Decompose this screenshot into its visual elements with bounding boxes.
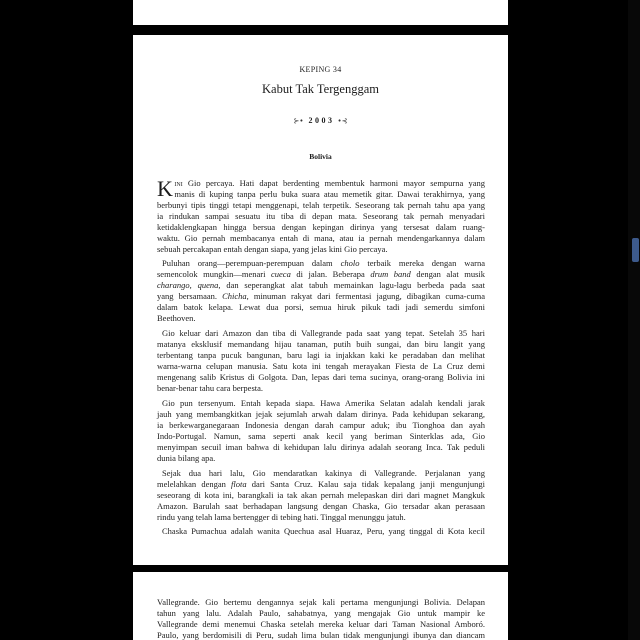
text-line xyxy=(157,372,485,383)
text-run: berbunyi tipis tinggi tetapi menggenapi, telah terpetik. Seseorang tak pernah tahu apa yang xyxy=(157,199,485,210)
text-line xyxy=(157,361,485,372)
page-body-text xyxy=(157,597,485,640)
drop-cap: K xyxy=(157,175,173,201)
paragraph xyxy=(157,597,485,640)
paragraph xyxy=(157,175,485,255)
text-line xyxy=(157,468,485,479)
text-run: yang bersamaan. xyxy=(157,291,223,302)
text-line xyxy=(157,479,485,490)
text-run: Puluhan orang—perempuan-perempuan dalam xyxy=(162,258,341,269)
text-line xyxy=(157,608,485,619)
text-line xyxy=(157,383,485,394)
text-run: , minuman rakyat dari fermentasi jagung, dibagikan cuma-cuma xyxy=(246,291,485,302)
chapter-title: Kabut Tak Tergenggam xyxy=(262,82,379,96)
text-run: jauh yang membangkitkan jejak sejumlah arwah dalam dirinya. Pada kehidupan sekarang, xyxy=(157,408,485,419)
text-run: Gio pun tersenyum. Entah kepada siapa. Hawa Amerika Selatan adalah kendali jarak xyxy=(162,397,485,408)
italic-term: Chicha xyxy=(222,291,247,302)
text-run: Amazon. Barulah saat berhadapan langsung dengan Chaska, Gio tersadar akan perasaan xyxy=(157,500,485,511)
paragraph xyxy=(157,526,485,537)
text-run: dari Santa Cruz. Kalau saja tidak kepalang janji mengunjungi xyxy=(246,478,485,489)
text-line xyxy=(157,211,485,222)
page-body-text xyxy=(157,175,485,538)
text-line xyxy=(157,269,485,280)
text-line xyxy=(157,597,485,608)
text-line xyxy=(157,409,485,420)
text-run: mengenang salib Kristus di Golgota. Dan, lepas dari tema sucinya, orang-orang Bolivia ini xyxy=(157,372,485,383)
text-run: terbaik mereka dengan warna xyxy=(359,258,485,269)
text-run: di jalan. Beberapa xyxy=(290,269,371,280)
chapter-year: 2003 xyxy=(308,116,335,125)
text-run: matanya eksklusif memandang hijau tanaman, putih buih sungai, dan biru langit yang xyxy=(157,339,485,350)
text-line xyxy=(157,178,485,189)
text-run: seseorang di kota ini, barangkali ia tak akan pernah melepaskan diri dari magnet Mangkuk xyxy=(157,489,485,500)
text-run: ketidaklengkapan hingga bersua dengan kepingan dirinya yang tersesat dalam ruang- xyxy=(157,221,485,232)
text-run: Chaska Pumachua adalah wanita Quechua asal Huaraz, Peru, yang tinggal di Kota kecil xyxy=(162,526,485,537)
paragraph xyxy=(157,328,485,394)
paragraph xyxy=(157,398,485,464)
text-line xyxy=(157,501,485,512)
current-page xyxy=(133,35,508,565)
text-line xyxy=(157,189,485,200)
text-run: Indo-Portugal. Namun, sama seperti anak kecil yang beriman Sinterklas ada, Gio xyxy=(157,430,485,441)
text-line xyxy=(157,630,485,640)
text-run: Gio percaya. Hati dapat berdenting membentuk harmoni mayor sempurna yang xyxy=(182,177,485,188)
italic-term: drum band xyxy=(370,269,411,280)
text-line xyxy=(157,258,485,269)
text-run: ia rindukan sampai sesuatu itu tiba di depan mata. Seseorang tak pernah menyadari xyxy=(157,210,485,221)
text-run: terbentang tanpa pucuk bangunan, baru lagi ia injakkan kaki ke peradaban dan melihat xyxy=(157,350,485,361)
chapter-label: KEPING 34 xyxy=(299,65,342,74)
text-run: menyimpan secuil iman bahwa di kehidupan lalu dirinya adalah seorang Inca. Tak peduli xyxy=(157,441,485,452)
text-run: tahun yang lalu. Adalah Paulo, sahabatnya, yang mengajak Gio untuk mampir ke xyxy=(157,607,485,618)
italic-term: flota xyxy=(231,478,247,489)
text-line xyxy=(157,313,485,324)
text-line xyxy=(157,328,485,339)
year-ornament xyxy=(133,116,508,126)
scrollbar-track[interactable] xyxy=(628,0,640,640)
text-line xyxy=(157,350,485,361)
text-run: sebuah percakapan entah dengan siapa, yang jelas kini Gio percaya. xyxy=(157,243,388,254)
italic-term: cholo xyxy=(340,258,360,269)
text-line xyxy=(157,302,485,313)
paragraph xyxy=(157,258,485,324)
text-run: Vallegrande demi menemui Chaska setelah mereka keluar dari Taman Nasional Amboró. xyxy=(157,618,485,629)
previous-page xyxy=(133,0,508,25)
text-run: dunia bilang apa. xyxy=(157,452,216,463)
next-page xyxy=(133,572,508,640)
text-run: semencolok mungkin—menari xyxy=(157,269,271,280)
text-line xyxy=(157,244,485,255)
text-line xyxy=(157,526,485,537)
text-line xyxy=(157,339,485,350)
text-line xyxy=(157,420,485,431)
italic-term: charango xyxy=(157,280,190,291)
italic-term: cueca xyxy=(271,269,291,280)
text-line xyxy=(157,222,485,233)
section-location: Bolivia xyxy=(309,152,332,161)
text-line xyxy=(157,233,485,244)
text-line xyxy=(157,512,485,523)
text-run: Sejak dua hari lalu, Gio mendaratkan kakinya di Vallegrande. Perjalanan yang xyxy=(162,467,485,478)
text-line xyxy=(157,200,485,211)
text-run: rindu yang telah lama bertengger di tebing hati. Tinggal menunggu jatuh. xyxy=(157,511,406,522)
text-run: Paulo, yang berdomisili di Peru, sudah lima bulan tidak mengunjungi ibunya dan diancam xyxy=(157,629,485,640)
text-line xyxy=(157,490,485,501)
text-run: waktu. Gio pernah membacanya entah di mana, atau ia pernah mendengarkannya dalam xyxy=(157,232,485,243)
text-line xyxy=(157,280,485,291)
text-line xyxy=(157,291,485,302)
ornament-left-icon: ⊱• xyxy=(293,117,304,125)
scrollbar-thumb[interactable] xyxy=(632,238,639,262)
small-caps-word: ini xyxy=(174,177,183,188)
text-line xyxy=(157,431,485,442)
text-line xyxy=(157,398,485,409)
text-run: melelahkan dengan xyxy=(157,478,232,489)
text-run: Gio keluar dari Amazon dan tiba di Vallegrande pada saat yang tepat. Setelah 35 hari xyxy=(162,328,485,339)
text-run: warna-warna celupan manusia. Satu kota ini tengah merayakan Fiesta de La Cruz demi xyxy=(157,361,485,372)
paragraph xyxy=(157,468,485,523)
text-run: ia berkewarganegaraan Indonesia dengan darah campur aduk; ibu Tionghoa dan ayah xyxy=(157,419,485,430)
text-run: benar-benar tahu cara berpesta. xyxy=(157,383,264,394)
text-run: , xyxy=(189,280,198,291)
text-line xyxy=(157,453,485,464)
ornament-right-icon: •⊰ xyxy=(337,117,348,125)
text-line xyxy=(157,619,485,630)
italic-term: quena xyxy=(197,280,219,291)
text-run: dengan alat musik xyxy=(410,269,485,280)
text-run: Beethoven. xyxy=(157,313,196,324)
text-run: , dan seperangkat alat tabuh memainkan lagu-lagu berbeda pada saat xyxy=(218,280,485,291)
text-run: dalam batok kelapa. Lewat dua porsi, semua hiruk pikuk tadi jadi semerdu simfoni xyxy=(157,302,485,313)
text-line xyxy=(157,442,485,453)
text-run: manis di kuping tanpa perlu buka suara atau memetik gitar. Dawai terakhirnya, yang xyxy=(174,188,485,199)
text-run: Vallegrande. Gio bertemu dengannya sejak kali pertama mengunjungi Bolivia. Delapan xyxy=(157,596,485,607)
